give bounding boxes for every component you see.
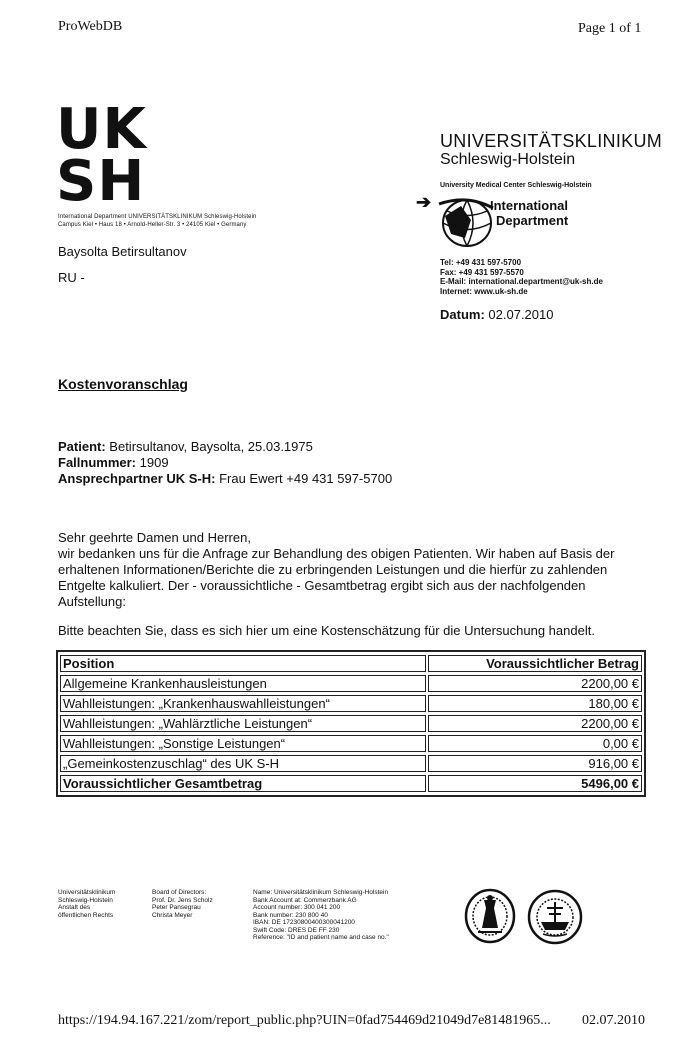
date-label: Datum: (440, 307, 485, 322)
footer-institution-line: öffentlichen Rechts (58, 911, 114, 919)
cost-row-label: Allgemeine Krankenhausleistungen (60, 675, 426, 692)
document-subject: Kostenvoranschlag (58, 376, 188, 392)
contact-person-line (58, 471, 392, 487)
cost-table-total-row (60, 775, 642, 792)
footer-bank-line: Bank Account at: Commerzbank AG (253, 896, 357, 904)
contact-email: E-Mail: international.department@uk-sh.de (440, 277, 603, 286)
patient-label: Patient: (58, 439, 106, 454)
letter-line4: Aufstellung: (58, 594, 126, 609)
cost-table (56, 650, 646, 797)
cost-row-label: Wahlleistungen: „Sonstige Leistungen“ (60, 735, 426, 752)
estimate-note: Bitte beachten Sie, dass es sich hier um eine Kostenschätzung für die Untersuchung handelt. (58, 623, 595, 638)
footer-institution-line: Anstalt des (58, 904, 91, 911)
footer-board-line: Prof. Dr. Jens Scholz (152, 896, 213, 904)
footer-bank-line: Name: Universitätsklinikum Schleswig-Holstein (253, 889, 389, 896)
cost-total-amount: 5496,00 € (428, 775, 642, 792)
cost-row-label: „Gemeinkostenzuschlag“ des UK S-H (60, 755, 426, 772)
contact-person-label: Ansprechpartner UK S-H: (58, 471, 216, 486)
footer-institution (58, 889, 115, 919)
contact-internet: Internet: www.uk-sh.de (440, 286, 528, 296)
department-line1: International (490, 198, 569, 213)
table-row (60, 675, 642, 692)
logo-line-uk: UK (56, 97, 147, 162)
hospital-seal-icon (527, 888, 583, 946)
footer-institution-line: Schleswig-Holstein (58, 896, 113, 904)
date-line (440, 307, 553, 322)
case-number-line (58, 455, 392, 471)
cost-total-label: Voraussichtlicher Gesamtbetrag (60, 775, 426, 792)
recipient-country: RU - (58, 270, 85, 285)
patient-info (58, 439, 392, 487)
footer-board (152, 889, 213, 919)
patient-line (58, 439, 392, 455)
date-value: 02.07.2010 (488, 307, 554, 322)
footer-institution-line: Universitätsklinikum (58, 889, 116, 896)
footer-bank-line: Bank number: 230 800 40 (253, 911, 328, 919)
cost-row-amount: 916,00 € (428, 755, 642, 772)
contact-block (440, 258, 603, 296)
footer-bank (253, 889, 389, 942)
cost-table-header-amount: Voraussichtlicher Betrag (428, 655, 642, 672)
table-row (60, 715, 642, 732)
contact-person-value: Frau Ewert +49 431 597-5700 (219, 471, 393, 486)
print-page-info: Page 1 of 1 (578, 21, 642, 36)
print-footer-url: https://194.94.167.221/zom/report_public.php?UIN=0fad754469d21049d7e81481965... (58, 1013, 551, 1028)
table-row (60, 755, 642, 772)
cost-table-header-position: Position (60, 655, 426, 672)
case-number-value: 1909 (139, 455, 169, 470)
print-footer-date: 02.07.2010 (582, 1013, 645, 1028)
table-row (60, 735, 642, 752)
institution-english-name: University Medical Center Schleswig-Holstein (440, 182, 592, 189)
print-app-name: ProWebDB (58, 19, 123, 34)
cost-row-label: Wahlleistungen: „Krankenhauswahlleistungen“ (60, 695, 426, 712)
sender-address (58, 213, 256, 229)
letter-salutation: Sehr geehrte Damen und Herren, (58, 530, 251, 545)
arrow-icon: ➔ (416, 192, 432, 212)
letter-line2: erhaltenen Informationen/Berichte die zu erbringenden Leistungen und die hierfür zu zahlenden (58, 562, 608, 577)
department-name (490, 198, 568, 228)
patient-value: Betirsultanov, Baysolta, 25.03.1975 (109, 439, 313, 454)
cost-row-amount: 180,00 € (428, 695, 642, 712)
cost-row-amount: 0,00 € (428, 735, 642, 752)
footer-bank-line: Account number: 300 041 200 (253, 904, 341, 911)
footer-bank-line: Swift Code: DRES DE FF 230 (253, 926, 340, 934)
case-number-label: Fallnummer: (58, 455, 137, 470)
footer-bank-line: Reference: "ID and patient name and case no." (253, 934, 389, 941)
contact-fax: Fax: +49 431 597-5570 (440, 267, 524, 277)
uksh-logo (56, 97, 147, 214)
letter-line3: Entgelte kalkuliert. Der - voraussichtliche - Gesamtbetrag ergibt sich aus der nachfolgenden (58, 578, 586, 593)
footer-board-line: Board of Directors: (152, 889, 207, 896)
logo-line-sh: SH (56, 149, 146, 214)
footer-board-line: Peter Pansegrau (152, 904, 201, 911)
letter-line1: wir bedanken uns für die Anfrage zur Behandlung des obigen Patienten. Wir haben auf Basis der (58, 546, 615, 561)
international-department-globe-icon (437, 194, 495, 250)
footer-board-line: Christa Meyer (152, 911, 193, 919)
letter-body (58, 530, 658, 610)
footer-bank-line: IBAN: DE 17230800400300041200 (253, 919, 355, 926)
contact-tel: Tel: +49 431 597-5700 (440, 258, 522, 267)
department-line2: Department (496, 213, 569, 228)
university-seal-icon (464, 888, 516, 944)
institution-subtitle: Schleswig-Holstein (440, 151, 576, 168)
institution-title: UNIVERSITÄTSKLINIKUM (440, 131, 663, 151)
cost-row-amount: 2200,00 € (428, 715, 642, 732)
sender-address-line2: Campus Kiel • Haus 18 • Arnold-Heller-Str. 3 • 24105 Kiel • Germany (58, 222, 247, 228)
cost-row-label: Wahlleistungen: „Wahlärztliche Leistungen“ (60, 715, 426, 732)
cost-table-header-row (60, 655, 642, 672)
table-row (60, 695, 642, 712)
recipient-name: Baysolta Betirsultanov (58, 244, 187, 259)
sender-address-line1: International Department UNIVERSITÄTSKLINIKUM Schleswig-Holstein (58, 214, 257, 220)
cost-row-amount: 2200,00 € (428, 675, 642, 692)
